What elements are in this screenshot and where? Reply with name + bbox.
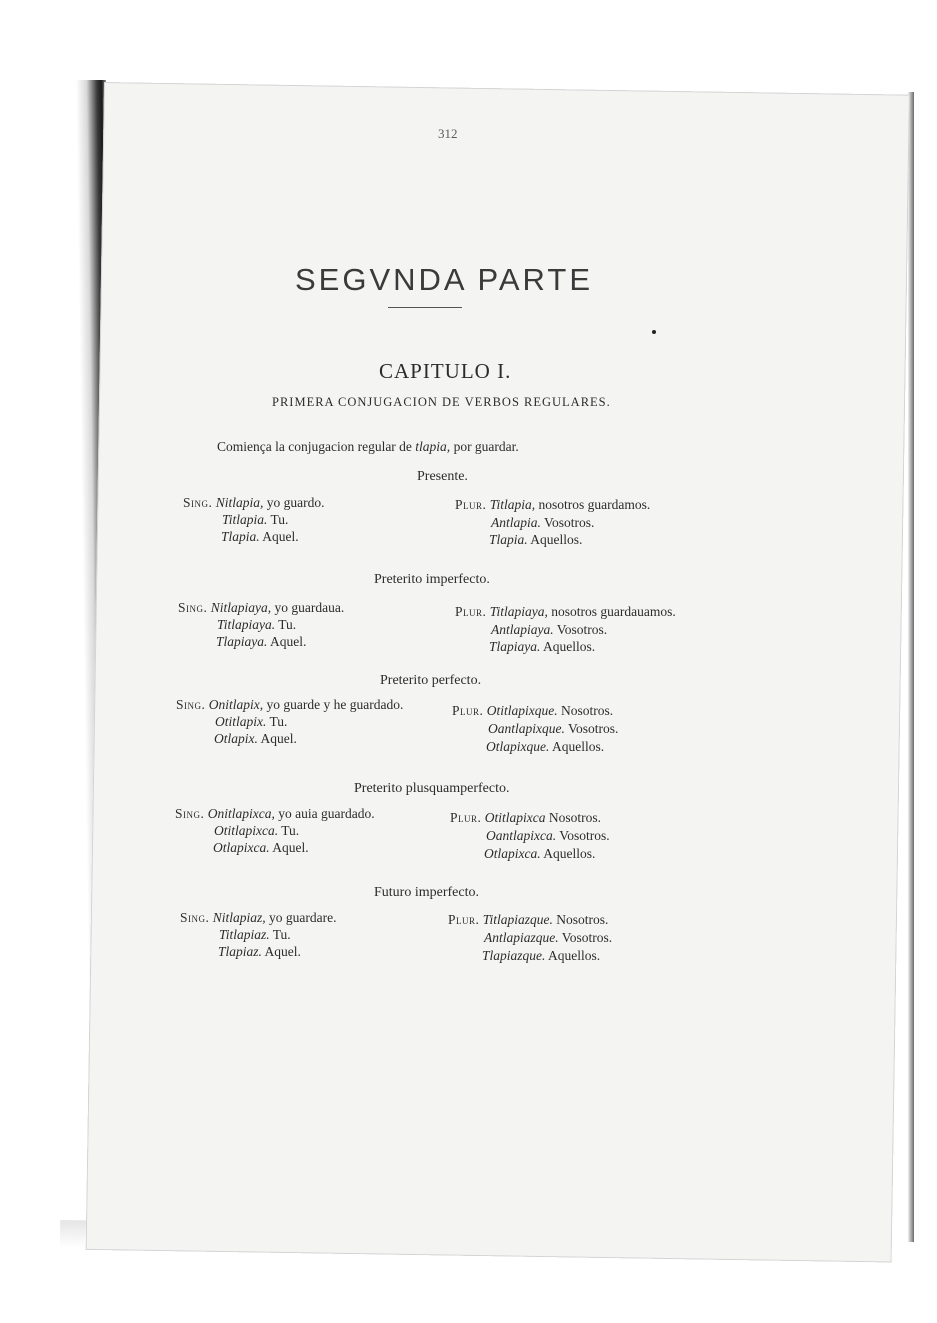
verb-form: Otlapixca. (213, 840, 270, 855)
singular-form-row (178, 634, 306, 650)
verb-gloss: Aquel. (267, 634, 307, 649)
singular-form-row (177, 714, 287, 730)
plural-form-row (453, 622, 607, 638)
intro-before: Comiença la conjugacion regular de (217, 439, 416, 454)
verb-form: Tlapia. (489, 532, 528, 547)
intro-sentence (217, 439, 519, 455)
verb-form: Onitlapix, (208, 697, 264, 712)
verb-form: Titlapiazque. (482, 912, 553, 927)
plural-form-row (444, 948, 600, 964)
tense-heading: Preterito imperfecto. (374, 572, 490, 587)
verb-form: Tlapiaya. (216, 634, 268, 649)
plural-form-row (446, 846, 595, 862)
verb-gloss: Tu. (275, 617, 297, 632)
verb-gloss: Tu. (269, 927, 291, 942)
verb-gloss: yo guardare. (265, 910, 337, 925)
verb-form: Tlapiazque. (482, 948, 546, 963)
page-title: SEGVNDA PARTE (295, 262, 593, 297)
plural-form-row (450, 721, 618, 737)
plural-form-row (448, 739, 604, 755)
verb-gloss: Vosotros. (553, 622, 608, 637)
book-page (86, 82, 910, 1263)
verb-gloss: Vosotros. (564, 721, 619, 736)
intro-verb: tlapia, (415, 439, 451, 454)
number-label: Sing. (180, 910, 210, 925)
plural-form-row (452, 703, 613, 719)
verb-form: Antlapiazque. (484, 930, 559, 945)
plural-form-row (446, 930, 612, 946)
singular-form-row (178, 600, 344, 616)
verb-gloss: Tu. (278, 823, 300, 838)
chapter-heading: CAPITULO I. (379, 359, 512, 383)
tense-heading: Presente. (417, 469, 468, 484)
singular-form-row (183, 529, 299, 545)
plural-form-row (450, 810, 601, 826)
right-edge-shadow (908, 92, 914, 1242)
verb-gloss: Vosotros. (556, 828, 610, 843)
plural-form-row (453, 515, 594, 531)
number-label: Plur. (450, 810, 482, 825)
singular-form-row (175, 840, 309, 856)
number-label: Plur. (455, 497, 487, 512)
tense-heading: Preterito perfecto. (380, 673, 482, 688)
verb-form: Nitlapiaz, (212, 910, 266, 925)
verb-form: Titlapia, (489, 497, 536, 512)
verb-gloss: Aquellos. (540, 846, 596, 861)
verb-form: Titlapiaya, (489, 604, 548, 619)
verb-form: Titlapia. (222, 512, 268, 527)
verb-form: Otitlapixque. (486, 703, 558, 718)
verb-form: Otitlapixca (484, 810, 546, 825)
verb-gloss: Aquel. (259, 529, 299, 544)
singular-form-row (181, 927, 291, 943)
ink-speck (652, 330, 656, 334)
plural-form-row (448, 828, 610, 844)
verb-gloss: nosotros guardamos. (535, 497, 651, 512)
tense-heading: Preterito plusquamperfecto. (354, 781, 510, 796)
plural-form-row (451, 532, 582, 548)
verb-gloss: Nosotros. (552, 912, 609, 927)
verb-gloss: nosotros guardauamos. (547, 604, 676, 619)
verb-form: Otlapix. (214, 731, 258, 746)
plural-form-row (448, 912, 608, 928)
verb-gloss: Tu. (266, 714, 288, 729)
verb-gloss: Tu. (267, 512, 289, 527)
verb-form: Nitlapiaya, (210, 600, 272, 615)
verb-form: Antlapiaya. (491, 622, 554, 637)
verb-gloss: Aquellos. (549, 739, 605, 754)
verb-gloss: Aquel. (257, 731, 297, 746)
verb-form: Onitlapixca, (207, 806, 275, 821)
singular-form-row (179, 617, 296, 633)
verb-gloss: yo guarde y he guardado. (263, 697, 404, 712)
verb-gloss: Aquel. (269, 840, 309, 855)
verb-gloss: Aquellos. (527, 532, 583, 547)
number-label: Plur. (448, 912, 480, 927)
verb-form: Oantlapixca. (486, 828, 557, 843)
verb-form: Oantlapixque. (488, 721, 565, 736)
verb-form: Otlapixca. (484, 846, 541, 861)
verb-gloss: yo guardaua. (271, 600, 345, 615)
verb-form: Tlapiaya. (489, 639, 541, 654)
verb-form: Nitlapia, (215, 495, 264, 510)
singular-form-row (176, 697, 403, 713)
plural-form-row (455, 604, 676, 620)
singular-form-row (183, 495, 325, 511)
plural-form-row (455, 497, 650, 513)
verb-gloss: Vosotros. (540, 515, 595, 530)
number-label: Sing. (176, 697, 206, 712)
section-subheading: PRIMERA CONJUGACION DE VERBOS REGULARES. (272, 395, 611, 409)
verb-gloss: Nosotros. (545, 810, 602, 825)
verb-form: Titlapiaya. (217, 617, 276, 632)
verb-gloss: yo guardo. (263, 495, 325, 510)
number-label: Sing. (178, 600, 208, 615)
verb-gloss: Vosotros. (558, 930, 613, 945)
verb-form: Antlapia. (491, 515, 541, 530)
tense-heading: Futuro imperfecto. (374, 885, 479, 900)
verb-gloss: Aquel. (261, 944, 301, 959)
verb-form: Otitlapix. (215, 714, 267, 729)
singular-form-row (180, 944, 301, 960)
plural-form-row (451, 639, 595, 655)
title-divider (388, 307, 462, 308)
verb-gloss: Aquellos. (540, 639, 596, 654)
verb-form: Tlapiaz. (218, 944, 262, 959)
singular-form-row (184, 512, 288, 528)
number-label: Plur. (452, 703, 484, 718)
singular-form-row (176, 823, 299, 839)
page-number: 312 (438, 126, 458, 141)
verb-form: Otitlapixca. (214, 823, 279, 838)
verb-form: Tlapia. (221, 529, 260, 544)
singular-form-row (180, 910, 337, 926)
verb-form: Titlapiaz. (219, 927, 270, 942)
verb-gloss: Aquellos. (545, 948, 601, 963)
number-label: Sing. (183, 495, 213, 510)
verb-form: Otlapixque. (486, 739, 550, 754)
intro-after: por guardar. (450, 439, 519, 454)
singular-form-row (175, 806, 375, 822)
number-label: Plur. (455, 604, 487, 619)
singular-form-row (176, 731, 297, 747)
number-label: Sing. (175, 806, 205, 821)
verb-gloss: Nosotros. (557, 703, 614, 718)
verb-gloss: yo auia guardado. (274, 806, 375, 821)
